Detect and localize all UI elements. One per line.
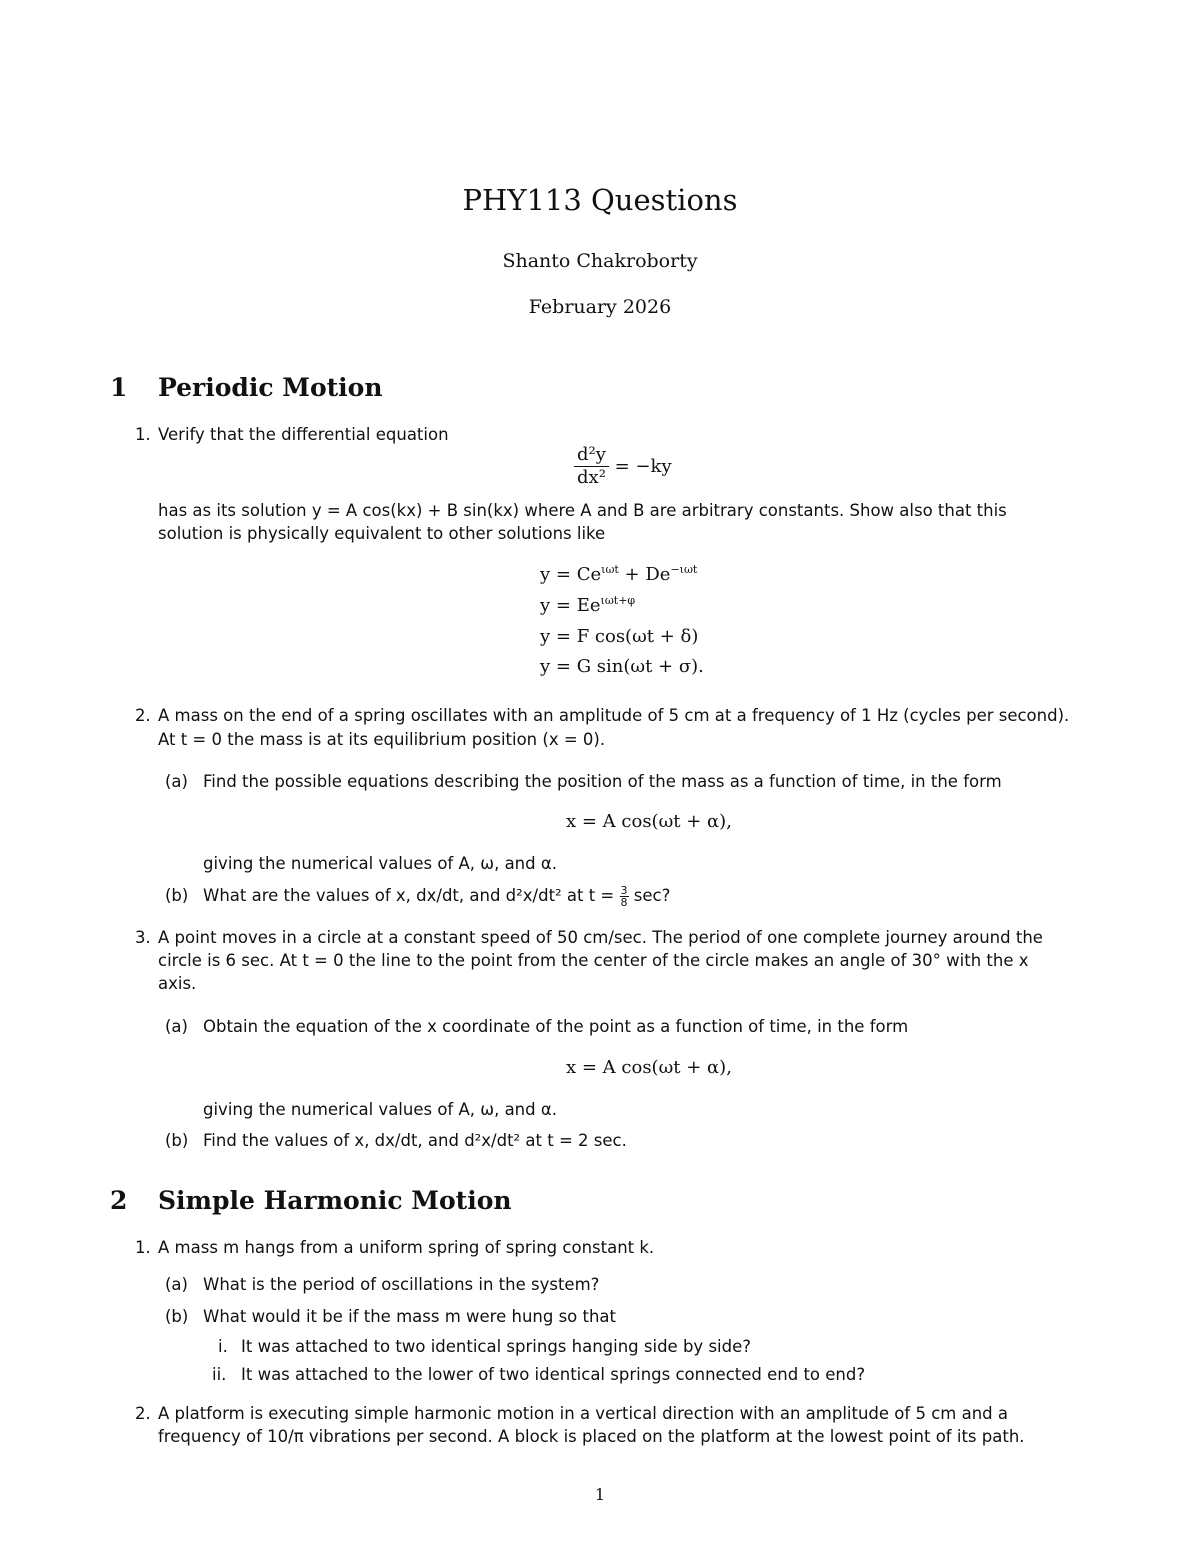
part-text [203, 884, 670, 908]
document-author: Shanto Chakroborty [502, 250, 698, 272]
part-label: (a) [165, 1275, 188, 1294]
fraction-denominator: dx² [577, 467, 606, 488]
time-fraction [620, 885, 629, 908]
question-number: 2. [135, 706, 151, 725]
subpart-label: ii. [212, 1365, 227, 1384]
question-text: axis. [158, 974, 197, 993]
part-label: (a) [165, 772, 188, 791]
part-label: (b) [165, 1131, 189, 1150]
solution-equation: y = F cos(ωt + δ) [540, 626, 699, 647]
part-text: Find the values of x, dx/dt, and d²x/dt² at t = 2 sec. [203, 1131, 627, 1150]
section-number: 1 [110, 373, 128, 402]
part-text-before: What are the values of x, dx/dt, and d²x/dt² at t = [203, 886, 615, 905]
form-equation: x = A cos(ωt + α), [566, 1057, 732, 1078]
question-text: A mass on the end of a spring oscillates with an amplitude of 5 cm at a frequency of 1 Hz (cycles per second). [158, 706, 1070, 725]
subpart-text: It was attached to the lower of two identical springs connected end to end? [241, 1365, 866, 1384]
equation-fraction [574, 444, 609, 489]
fraction-numerator: d²y [574, 444, 609, 467]
section-title: Simple Harmonic Motion [158, 1186, 512, 1215]
document-title: PHY113 Questions [462, 183, 738, 217]
solution-equation: $y = Ee^{\iota\omega t+\varphi}$ [540, 594, 636, 616]
equation-rhs: = −ky [614, 456, 672, 477]
part-text: Find the possible equations describing the position of the mass as a function of time, in the form [203, 772, 1002, 791]
solution-equation: y = G sin(ωt + σ). [540, 656, 704, 677]
part-text: giving the numerical values of A, ω, and α. [203, 1100, 557, 1119]
solution-equation: $y = Ce^{\iota\omega t} + De^{-\iota\omega t}$ [540, 563, 698, 585]
part-label: (b) [165, 1307, 189, 1326]
subpart-label: i. [218, 1337, 228, 1356]
document-date: February 2026 [528, 296, 672, 318]
section-number: 2 [110, 1186, 128, 1215]
fraction-denominator: 8 [620, 896, 628, 909]
subpart-text: It was attached to two identical springs hanging side by side? [241, 1337, 752, 1356]
part-label: (b) [165, 886, 189, 905]
question-number: 2. [135, 1404, 151, 1423]
part-text: giving the numerical values of A, ω, and α. [203, 854, 557, 873]
question-text: At t = 0 the mass is at its equilibrium position (x = 0). [158, 730, 606, 749]
question-number: 1. [135, 1238, 151, 1257]
question-number: 3. [135, 928, 151, 947]
question-text: A point moves in a circle at a constant speed of 50 cm/sec. The period of one complete journey around the [158, 928, 1043, 947]
question-text: Verify that the differential equation [158, 425, 449, 444]
section-title: Periodic Motion [158, 373, 383, 402]
part-label: (a) [165, 1017, 188, 1036]
question-text: A platform is executing simple harmonic motion in a vertical direction with an amplitude of 5 cm and a [158, 1404, 1008, 1423]
part-text: What is the period of oscillations in the system? [203, 1275, 600, 1294]
question-text: has as its solution y = A cos(kx) + B sin(kx) where A and B are arbitrary constants. Show also that this [158, 501, 1007, 520]
form-equation: x = A cos(ωt + α), [566, 811, 732, 832]
question-text: circle is 6 sec. At t = 0 the line to the point from the center of the circle makes an angle of 30° with the x [158, 951, 1029, 970]
question-text: frequency of 10/π vibrations per second. A block is placed on the platform at the lowest point of its path. [158, 1427, 1025, 1446]
part-text: What would it be if the mass m were hung so that [203, 1307, 617, 1326]
page-number: 1 [594, 1485, 606, 1504]
fraction-numerator: 3 [620, 884, 628, 897]
question-text: A mass m hangs from a uniform spring of spring constant k. [158, 1238, 655, 1257]
question-number: 1. [135, 425, 151, 444]
part-text: Obtain the equation of the x coordinate of the point as a function of time, in the form [203, 1017, 909, 1036]
part-text-after: sec? [633, 886, 671, 905]
differential-equation [574, 444, 672, 489]
question-text: solution is physically equivalent to other solutions like [158, 524, 606, 543]
